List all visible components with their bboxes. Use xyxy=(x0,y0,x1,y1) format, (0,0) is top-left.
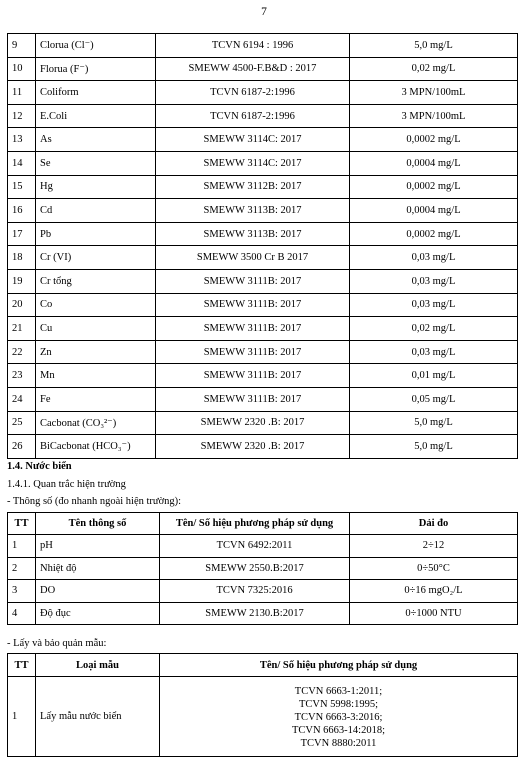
table-cell: 12 xyxy=(8,104,36,128)
method-line: TCVN 8880:2011 xyxy=(300,738,377,749)
table-cell: 13 xyxy=(8,128,36,152)
table-cell: Cu xyxy=(36,317,156,341)
table-cell: TCVN 6492:2011 xyxy=(160,535,350,558)
water-quality-limits-table xyxy=(7,33,518,459)
table-row xyxy=(8,602,518,625)
table-cell: 0,01 mg/L xyxy=(350,364,518,388)
table-cell: TCVN 7325:2016 xyxy=(160,580,350,603)
table-row xyxy=(8,151,518,175)
page-number: 7 xyxy=(261,6,267,18)
table-row xyxy=(8,293,518,317)
table-cell: 0,03 mg/L xyxy=(350,269,518,293)
header-cell: Tên/ Số hiệu phương pháp sử dụng xyxy=(160,513,350,535)
table-header-row xyxy=(8,654,518,677)
table-cell: Clorua (Cl⁻) xyxy=(36,34,156,58)
table-row xyxy=(8,269,518,293)
table-cell: BiCacbonat (HCO₃⁻) xyxy=(36,435,156,459)
table-cell: SMEWW 3111B: 2017 xyxy=(156,317,350,341)
table-row xyxy=(8,246,518,270)
table-cell: 17 xyxy=(8,222,36,246)
table-cell: 5,0 mg/L xyxy=(350,411,518,435)
table-cell: SMEWW 2130.B:2017 xyxy=(160,602,350,625)
table-cell: Fe xyxy=(36,387,156,411)
table-cell: 0,03 mg/L xyxy=(350,340,518,364)
table-cell: Mn xyxy=(36,364,156,388)
table-cell: SMEWW 3111B: 2017 xyxy=(156,364,350,388)
table-cell: 0,03 mg/L xyxy=(350,246,518,270)
header-cell: Loại mẫu xyxy=(36,654,160,677)
table-cell: Lấy mẫu nước biển xyxy=(36,677,160,757)
table-cell: SMEWW 2320 .B: 2017 xyxy=(156,411,350,435)
header-cell: Dải đo xyxy=(350,513,518,535)
table-cell: 0,0002 mg/L xyxy=(350,175,518,199)
table-row xyxy=(8,535,518,558)
table-cell: 0,02 mg/L xyxy=(350,57,518,81)
table-cell: 10 xyxy=(8,57,36,81)
table-cell: 0÷1000 NTU xyxy=(350,602,518,625)
table-cell: 3 MPN/100mL xyxy=(350,81,518,105)
table-cell: SMEWW 3113B: 2017 xyxy=(156,222,350,246)
table-cell: Hg xyxy=(36,175,156,199)
table-cell: 0,0004 mg/L xyxy=(350,199,518,223)
table-cell: SMEWW 3113B: 2017 xyxy=(156,199,350,223)
table-cell: TCVN 6187-2:1996 xyxy=(156,104,350,128)
table-row xyxy=(8,57,518,81)
table-cell: DO xyxy=(36,580,160,603)
table-row xyxy=(8,199,518,223)
table-cell: TCVN 6194 : 1996 xyxy=(156,34,350,58)
table-cell: SMEWW 3111B: 2017 xyxy=(156,293,350,317)
table-cell: 0÷50°C xyxy=(350,557,518,580)
table-cell: 23 xyxy=(8,364,36,388)
table-cell: Cr (VI) xyxy=(36,246,156,270)
table-cell: 0,03 mg/L xyxy=(350,293,518,317)
table-cell: 22 xyxy=(8,340,36,364)
field-parameters-table xyxy=(7,512,518,625)
table-cell: 5,0 mg/L xyxy=(350,34,518,58)
table-cell: 5,0 mg/L xyxy=(350,435,518,459)
header-cell: TT xyxy=(8,513,36,535)
table-cell: 0÷16 mgO₂/L xyxy=(350,580,518,603)
table-cell: 0,0002 mg/L xyxy=(350,222,518,246)
subsection-heading: 1.4.1. Quan trắc hiện trường xyxy=(7,479,126,490)
method-list-cell xyxy=(160,677,518,757)
table-row xyxy=(8,317,518,341)
table-row xyxy=(8,81,518,105)
table-cell: Zn xyxy=(36,340,156,364)
table-cell: 0,0002 mg/L xyxy=(350,128,518,152)
table-cell: 15 xyxy=(8,175,36,199)
table-header-row xyxy=(8,513,518,535)
table-cell: 3 xyxy=(8,580,36,603)
params-note: - Thông số (đo nhanh ngoài hiện trường): xyxy=(7,496,182,507)
table-cell: 1 xyxy=(8,677,36,757)
table-cell: Co xyxy=(36,293,156,317)
table-cell: Cd xyxy=(36,199,156,223)
table-row xyxy=(8,175,518,199)
table-cell: E.Coli xyxy=(36,104,156,128)
table-cell: Độ đục xyxy=(36,602,160,625)
method-line: TCVN 6663-1:2011; xyxy=(294,686,383,697)
table-cell: 3 MPN/100mL xyxy=(350,104,518,128)
sampling-methods-table xyxy=(7,653,518,757)
method-line: TCVN 6663-3:2016; xyxy=(294,712,383,723)
table-cell: 14 xyxy=(8,151,36,175)
table-cell: Cacbonat (CO₃²⁻) xyxy=(36,411,156,435)
table-cell: 2 xyxy=(8,557,36,580)
header-cell: TT xyxy=(8,654,36,677)
header-cell: Tên thông số xyxy=(36,513,160,535)
table-row xyxy=(8,340,518,364)
table-cell: 19 xyxy=(8,269,36,293)
table-cell: 21 xyxy=(8,317,36,341)
table-cell: 18 xyxy=(8,246,36,270)
table-cell: pH xyxy=(36,535,160,558)
table-row xyxy=(8,222,518,246)
table-row xyxy=(8,128,518,152)
table-cell: SMEWW 3112B: 2017 xyxy=(156,175,350,199)
table-cell: 11 xyxy=(8,81,36,105)
table-cell: SMEWW 3114C: 2017 xyxy=(156,151,350,175)
table-cell: SMEWW 3111B: 2017 xyxy=(156,269,350,293)
table-cell: 2÷12 xyxy=(350,535,518,558)
table-cell: Cr tổng xyxy=(36,269,156,293)
header-cell: Tên/ Số hiệu phương pháp sử dụng xyxy=(160,654,518,677)
table-row xyxy=(8,557,518,580)
table-cell: 24 xyxy=(8,387,36,411)
table-row xyxy=(8,677,518,757)
table-cell: 1 xyxy=(8,535,36,558)
table-row xyxy=(8,435,518,459)
method-line: TCVN 6663-14:2018; xyxy=(291,725,386,736)
table-cell: 4 xyxy=(8,602,36,625)
table-cell: As xyxy=(36,128,156,152)
table-cell: 16 xyxy=(8,199,36,223)
table-cell: 9 xyxy=(8,34,36,58)
table-row xyxy=(8,411,518,435)
table-cell: SMEWW 4500-F.B&D : 2017 xyxy=(156,57,350,81)
table-row xyxy=(8,580,518,603)
table-row xyxy=(8,364,518,388)
table-cell: SMEWW 2550.B:2017 xyxy=(160,557,350,580)
table-cell: 0,0004 mg/L xyxy=(350,151,518,175)
table-cell: 0,02 mg/L xyxy=(350,317,518,341)
table-cell: 25 xyxy=(8,411,36,435)
section-heading: 1.4. Nước biển xyxy=(7,461,72,472)
table-cell: Pb xyxy=(36,222,156,246)
table-cell: SMEWW 2320 .B: 2017 xyxy=(156,435,350,459)
table-cell: 0,05 mg/L xyxy=(350,387,518,411)
sampling-note: - Lấy và bảo quản mẫu: xyxy=(7,638,107,649)
method-line: TCVN 5998:1995; xyxy=(298,699,379,710)
table-cell: 20 xyxy=(8,293,36,317)
table-cell: SMEWW 3111B: 2017 xyxy=(156,387,350,411)
table-row xyxy=(8,387,518,411)
table-cell: Se xyxy=(36,151,156,175)
table-cell: 26 xyxy=(8,435,36,459)
table-row xyxy=(8,104,518,128)
table-cell: SMEWW 3114C: 2017 xyxy=(156,128,350,152)
table-cell: SMEWW 3500 Cr B 2017 xyxy=(156,246,350,270)
table-cell: SMEWW 3111B: 2017 xyxy=(156,340,350,364)
table-cell: Coliform xyxy=(36,81,156,105)
table-row xyxy=(8,34,518,58)
table-cell: Florua (F⁻) xyxy=(36,57,156,81)
table-cell: Nhiệt độ xyxy=(36,557,160,580)
table-cell: TCVN 6187-2:1996 xyxy=(156,81,350,105)
